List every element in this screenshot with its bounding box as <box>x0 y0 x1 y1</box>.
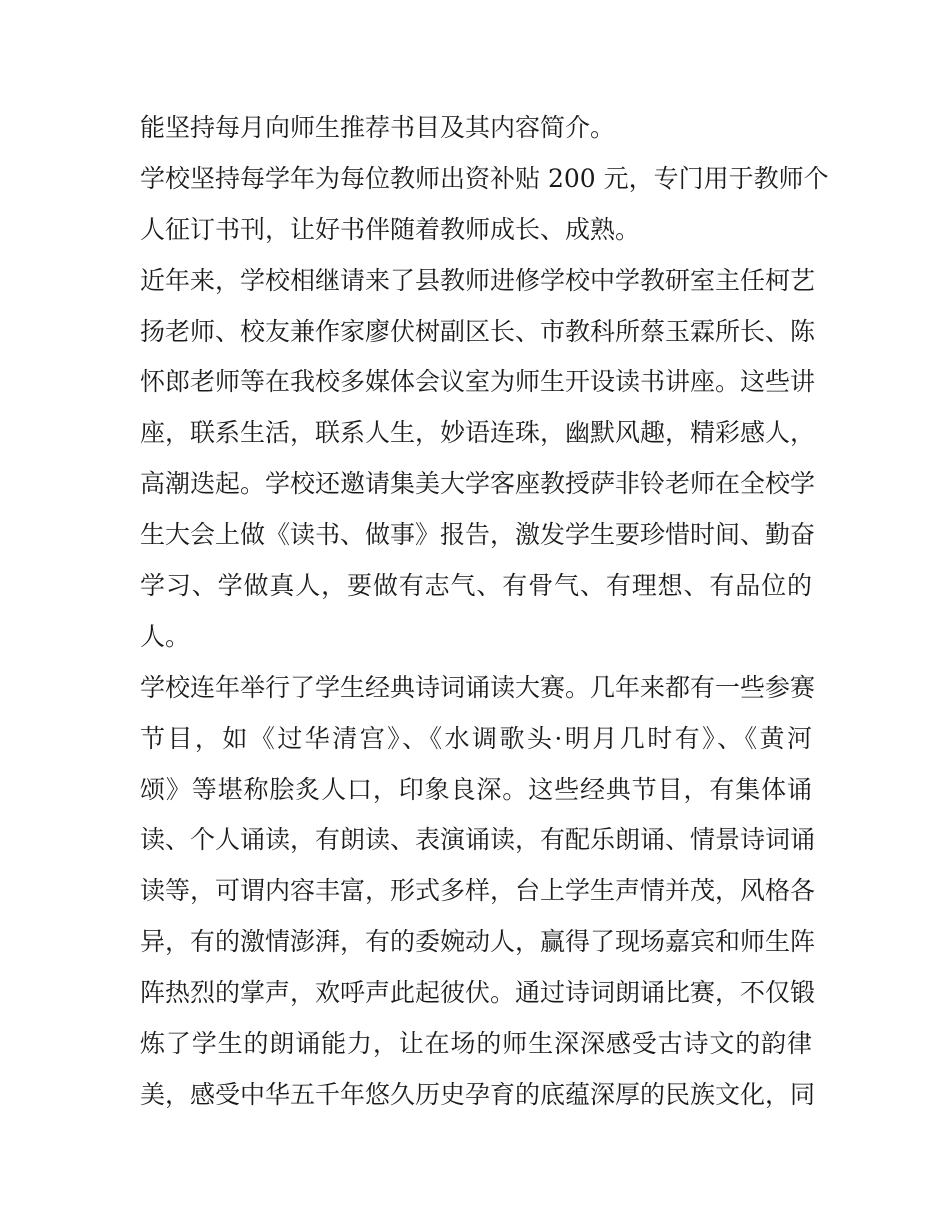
paragraph-poetry-recital <box>140 663 816 1121</box>
paragraph-book-recommendation <box>140 103 812 154</box>
text-line: 能坚持每月向师生推荐书目及其内容简介。 <box>140 113 616 142</box>
text-line: 颂》等堪称脍炙人口，印象良深。这些经典节目，有集体诵 <box>140 774 812 804</box>
text-line: 高潮迭起。学校还邀请集美大学客座教授萨非铃老师在全校学 <box>140 469 816 499</box>
text-line: 异，有的激情澎湃，有的委婉动人，赢得了现场嘉宾和师生阵 <box>140 927 816 957</box>
body-text <box>140 103 829 1121</box>
text-line: 学校坚持每学年为每位教师出资补贴 200 元，专门用于教师个 <box>140 163 829 193</box>
text-line: 扬老师、校友兼作家廖伏树副区长、市教科所蔡玉霖所长、陈 <box>140 316 816 346</box>
text-line: 怀郎老师等在我校多媒体会议室为师生开设读书讲座。这些讲 <box>140 367 816 397</box>
text-line: 学校连年举行了学生经典诗词诵读大赛。几年来都有一些参赛 <box>140 672 816 702</box>
text-line: 美，感受中华五千年悠久历史孕育的底蕴深厚的民族文化，同 <box>140 1079 816 1109</box>
text-line: 阵热烈的掌声，欢呼声此起彼伏。通过诗词朗诵比赛，不仅锻 <box>140 978 816 1008</box>
paragraph-teacher-subsidy <box>140 154 829 256</box>
text-line: 炼了学生的朗诵能力，让在场的师生深深感受古诗文的韵律 <box>140 1029 812 1059</box>
text-line: 读、个人诵读，有朗读、表演诵读，有配乐朗诵、情景诗词诵 <box>140 825 816 855</box>
text-line: 座，联系生活，联系人生，妙语连珠，幽默风趣，精彩感人， <box>140 418 816 448</box>
text-line: 人征订书刊，让好书伴随着教师成长、成熟。 <box>140 214 641 244</box>
text-line: 读等，可谓内容丰富，形式多样，台上学生声情并茂，风格各 <box>140 876 816 906</box>
paragraph-reading-lectures <box>140 256 816 663</box>
text-line: 近年来，学校相继请来了县教师进修学校中学教研室主任柯艺 <box>140 265 816 295</box>
text-line: 节目，如《过华清宫》、《水调歌头·明月几时有》、《黄河 <box>140 723 812 753</box>
text-line: 生大会上做《读书、做事》报告，激发学生要珍惜时间、勤奋 <box>140 520 816 550</box>
text-line: 人。 <box>140 621 191 651</box>
text-line: 学习、学做真人，要做有志气、有骨气、有理想、有品位的 <box>140 571 812 601</box>
